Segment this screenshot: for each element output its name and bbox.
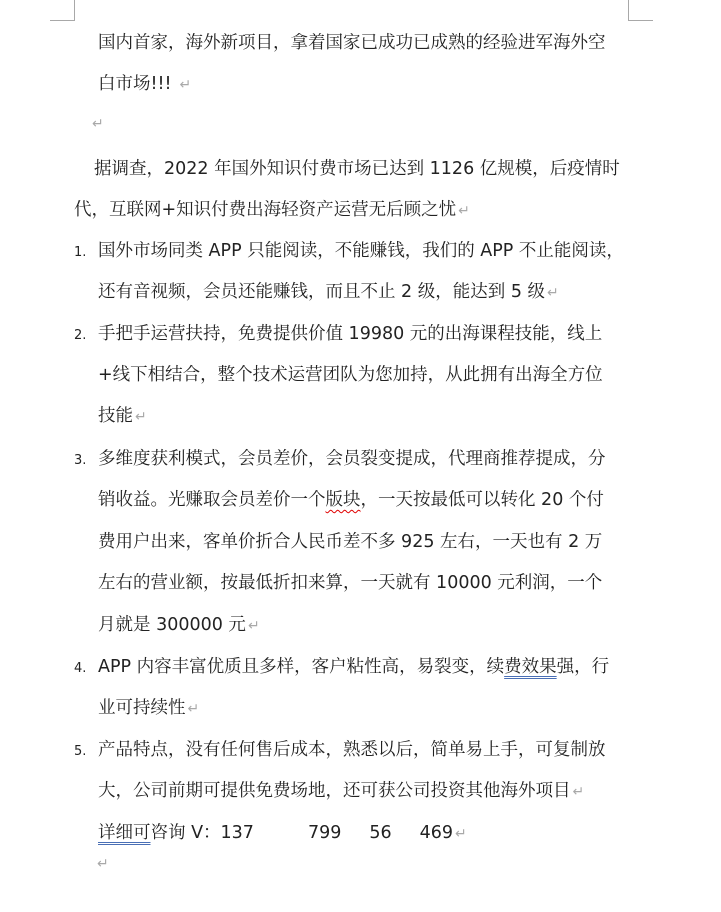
list-item-1-line-1 [98,239,624,263]
list-item-3-line-4 [98,571,602,595]
list-number-1: 1. [74,245,87,260]
list-item-3-line-5 [98,613,260,637]
list-item-text: 技能 [98,406,133,426]
grammar-flagged-word: 费效果 [504,657,557,677]
list-item-1-line-2 [98,280,559,304]
list-item-4-line-1 [98,655,609,679]
paragraph-mark: ↵ [458,203,470,219]
contact-number-part: 799 [307,823,342,843]
list-item-3-line-1 [98,447,606,471]
list-number-4: 4. [74,661,87,676]
list-item-text: 还有音视频，会员还能赚钱，而且不止 2 级，能达到 5 级 [98,282,546,302]
list-item-3-line-3 [98,530,602,554]
list-number-5: 5. [74,744,87,759]
paragraph-mark: ↵ [135,409,147,425]
page-corner-mark-top-left [50,0,75,21]
paragraph-mark: ↵ [97,856,109,872]
list-item-2-line-3 [98,404,147,428]
list-item-text: 国外市场同类 APP 只能阅读，不能赚钱，我们的 APP 不止能阅读， [98,241,624,261]
paragraph-mark: ↵ [547,285,559,301]
list-item-text: 左右的营业额，按最低折扣来算，一天就有 10000 元利润，一个 [98,573,603,593]
paragraph-line-1 [94,157,620,181]
list-item-5-line-1 [98,738,606,762]
list-item-text: APP 内容丰富优质且多样，客户粘性高，易裂变，续 [98,657,505,677]
intro-line-1 [98,31,606,55]
spelling-flagged-word: 版块 [325,490,361,510]
page-corner-mark-top-right [628,0,653,21]
list-item-text: 销收益。光赚取会员差价一个 [98,490,326,510]
paragraph-line-2 [74,198,470,222]
list-item-text: 手把手运营扶持，免费提供价值 19980 元的出海课程技能，线上 [98,324,603,344]
list-item-text: 大，公司前期可提供免费场地，还可获公司投资其他海外项目 [98,781,571,801]
paragraph-mark: ↵ [247,618,260,634]
contact-number-part: 56 [369,823,392,843]
contact-line [98,821,467,845]
paragraph-text-1: 据调查，2022 年国外知识付费市场已达到 1126 亿规模，后疫情时 [94,159,620,179]
contact-number-part: 469 [419,823,454,843]
paragraph-mark: ↵ [92,116,104,132]
intro-text-1: 国内首家，海外新项目，拿着国家已成功已成熟的经验进军海外空 [98,33,606,53]
list-item-text: 业可持续性 [98,698,186,718]
paragraph-mark: ↵ [572,784,585,800]
list-item-2-line-1 [98,322,602,346]
list-item-text: 产品特点，没有任何售后成本，熟悉以后，简单易上手，可复制放 [98,740,606,760]
list-number-3: 3. [74,453,87,468]
list-item-2-line-2 [98,363,603,387]
list-item-text: +线下相结合，整个技术运营团队为您加持，从此拥有出海全方位 [98,365,603,385]
paragraph-mark: ↵ [455,826,467,842]
list-item-text: ，一天按最低可以转化 20 个付 [360,490,604,510]
list-number-2: 2. [74,328,87,343]
paragraph-text-2: 代，互联网+知识付费出海轻资产运营无后顾之忧 [74,200,457,220]
paragraph-mark: ↵ [179,77,192,93]
paragraph-mark: ↵ [187,701,200,717]
intro-line-2 [98,72,191,96]
contact-marked-text: 详细可 [98,823,151,843]
list-item-text: 费用户出来，客单价折合人民币差不多 925 左右，一天也有 2 万 [98,532,603,552]
list-item-text: 强，行 [556,657,610,677]
intro-text-2: 白市场!!! [98,74,172,94]
list-item-4-line-2 [98,696,199,720]
list-item-3-line-2 [98,488,604,512]
list-item-5-line-2 [98,779,584,803]
contact-label: 咨询 V：137 [150,823,254,843]
list-item-text: 月就是 300000 元 [98,615,246,635]
list-item-text: 多维度获利模式，会员差价，会员裂变提成，代理商推荐提成，分 [98,449,606,469]
